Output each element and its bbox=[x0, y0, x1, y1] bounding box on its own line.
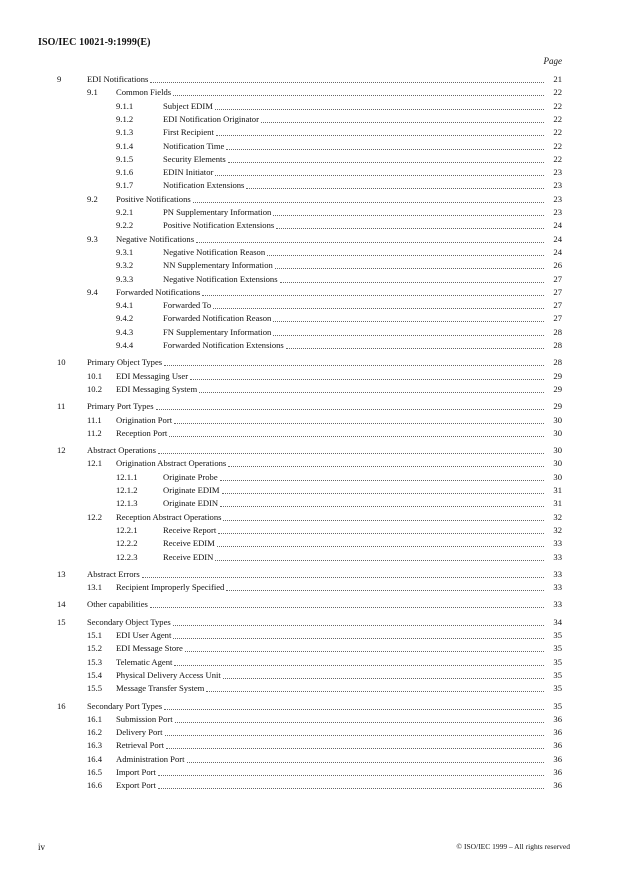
toc-entry-title: EDI User Agent bbox=[116, 630, 172, 640]
toc-entry[interactable] bbox=[116, 141, 562, 152]
toc-entry-number: 15.1 bbox=[87, 630, 103, 640]
toc-entry[interactable] bbox=[116, 472, 562, 483]
toc-entry[interactable] bbox=[57, 569, 562, 580]
toc-entry[interactable] bbox=[87, 683, 562, 694]
page-column-label: Page bbox=[543, 56, 562, 66]
toc-entry[interactable] bbox=[116, 114, 562, 125]
toc-entry-title: Primary Port Types bbox=[87, 401, 154, 412]
toc-entry-number: 12.2.2 bbox=[116, 538, 138, 549]
toc-dot-leader bbox=[185, 651, 544, 652]
toc-entry[interactable] bbox=[116, 101, 562, 112]
toc-entry[interactable] bbox=[87, 512, 562, 523]
toc-entry-number: 13.1 bbox=[87, 582, 103, 593]
toc-entry-title: PN Supplementary Information bbox=[163, 207, 272, 217]
toc-entry-title: Notification Extensions bbox=[163, 180, 245, 191]
toc-entry-number: 9.2 bbox=[87, 193, 98, 204]
toc-dot-leader bbox=[276, 228, 544, 229]
toc-entry[interactable] bbox=[87, 740, 562, 751]
toc-entry-title: Abstract Errors bbox=[87, 568, 140, 579]
toc-entry-number: 9.3.2 bbox=[116, 260, 134, 271]
toc-entry-number: 9.1.2 bbox=[116, 113, 134, 124]
toc-entry-number: 13 bbox=[57, 568, 66, 579]
toc-entry[interactable] bbox=[87, 643, 562, 654]
footer-page-number: iv bbox=[38, 842, 46, 852]
toc-entry[interactable] bbox=[116, 552, 562, 563]
toc-dot-leader bbox=[217, 546, 544, 547]
toc-entry[interactable] bbox=[116, 207, 562, 218]
toc-dot-leader bbox=[193, 202, 544, 203]
toc-entry-number: 10.1 bbox=[87, 370, 103, 381]
toc-entry[interactable] bbox=[116, 525, 562, 536]
toc-entry-number: 12.2 bbox=[87, 511, 103, 522]
toc-dot-leader bbox=[216, 135, 544, 136]
toc-entry-title: Telematic Agent bbox=[116, 656, 173, 667]
toc-entry-title: Common Fields bbox=[116, 87, 172, 98]
toc-entry-number: 9.1.4 bbox=[116, 140, 134, 151]
toc-entry-title: Forwarded To bbox=[163, 300, 212, 311]
toc-entry-number: 12.1.3 bbox=[116, 498, 138, 509]
toc-entry-title: Originate EDIM bbox=[163, 485, 220, 495]
toc-entry-page: 36 bbox=[553, 767, 562, 777]
toc-entry[interactable] bbox=[57, 401, 562, 412]
toc-entry-page: 33 bbox=[553, 538, 562, 549]
toc-entry[interactable] bbox=[116, 300, 562, 311]
toc-entry[interactable] bbox=[87, 371, 562, 382]
toc-entry-title: NN Supplementary Information bbox=[163, 260, 273, 271]
toc-entry-page: 23 bbox=[553, 207, 562, 217]
toc-entry-number: 9.3.1 bbox=[116, 246, 134, 257]
toc-dot-leader bbox=[175, 722, 544, 723]
toc-dot-leader bbox=[164, 365, 544, 366]
toc-entry-title: Negative Notification Reason bbox=[163, 246, 266, 257]
toc-entry-page: 33 bbox=[553, 551, 562, 562]
toc-dot-leader bbox=[202, 295, 544, 296]
toc-entry[interactable] bbox=[116, 260, 562, 271]
toc-entry[interactable] bbox=[87, 714, 562, 725]
toc-entry-number: 16.1 bbox=[87, 713, 103, 724]
toc-entry-title: Negative Notifications bbox=[116, 233, 195, 244]
toc-entry-page: 31 bbox=[553, 498, 562, 509]
toc-entry[interactable] bbox=[87, 384, 562, 395]
toc-entry-page: 28 bbox=[553, 340, 562, 350]
toc-entry-title: Other capabilities bbox=[87, 599, 148, 610]
toc-entry-page: 29 bbox=[553, 401, 562, 412]
toc-entry-title: Secondary Object Types bbox=[87, 616, 171, 627]
toc-dot-leader bbox=[218, 533, 544, 534]
toc-entry[interactable] bbox=[116, 327, 562, 338]
toc-entry-title: EDI Message Store bbox=[116, 643, 183, 654]
toc-dot-leader bbox=[158, 453, 544, 454]
toc-dot-leader bbox=[228, 466, 544, 467]
toc-entry-page: 30 bbox=[553, 458, 562, 469]
toc-entry-title: Forwarded Notification Extensions bbox=[163, 340, 284, 350]
toc-entry-number: 12 bbox=[57, 445, 66, 456]
toc-entry-page: 33 bbox=[553, 568, 562, 579]
toc-entry-page: 35 bbox=[553, 700, 562, 711]
toc-entry-page: 22 bbox=[553, 140, 562, 151]
toc-dot-leader bbox=[190, 379, 544, 380]
toc-entry-page: 28 bbox=[553, 326, 562, 337]
toc-entry[interactable] bbox=[116, 167, 562, 178]
toc-entry[interactable] bbox=[87, 630, 562, 641]
toc-entry[interactable] bbox=[87, 415, 562, 426]
toc-dot-leader bbox=[199, 392, 544, 393]
toc-entry-page: 29 bbox=[553, 370, 562, 381]
toc-entry-title: Message Transfer System bbox=[116, 683, 205, 694]
toc-dot-leader bbox=[164, 709, 544, 710]
toc-dot-leader bbox=[156, 409, 544, 410]
toc-dot-leader bbox=[246, 188, 544, 189]
toc-dot-leader bbox=[169, 436, 544, 437]
toc-entry[interactable] bbox=[116, 485, 562, 496]
toc-entry-number: 14 bbox=[57, 599, 66, 610]
toc-entry-page: 27 bbox=[553, 313, 562, 324]
toc-entry-number: 15 bbox=[57, 616, 66, 627]
toc-entry-page: 36 bbox=[553, 727, 562, 738]
toc-entry-number: 11 bbox=[57, 401, 66, 412]
toc-entry-page: 27 bbox=[553, 273, 562, 284]
toc-entry[interactable] bbox=[87, 657, 562, 668]
toc-entry-page: 22 bbox=[553, 127, 562, 138]
toc-entry-title: Receive Report bbox=[163, 524, 217, 535]
toc-entry-page: 24 bbox=[553, 220, 562, 231]
toc-entry[interactable] bbox=[87, 754, 562, 765]
toc-entry-number: 9 bbox=[57, 74, 62, 84]
toc-entry-page: 33 bbox=[553, 582, 562, 593]
toc-entry-number: 16.2 bbox=[87, 727, 103, 738]
toc-entry[interactable] bbox=[57, 445, 562, 456]
toc-entry[interactable] bbox=[87, 458, 562, 469]
toc-entry-page: 35 bbox=[553, 669, 562, 680]
toc-entry-number: 16.5 bbox=[87, 767, 103, 777]
toc-entry[interactable] bbox=[57, 701, 562, 712]
toc-entry-page: 32 bbox=[553, 524, 562, 535]
toc-dot-leader bbox=[226, 590, 544, 591]
toc-entry[interactable] bbox=[116, 127, 562, 138]
toc-entry-page: 33 bbox=[553, 599, 562, 610]
toc-entry[interactable] bbox=[57, 357, 562, 368]
toc-entry-number: 15.2 bbox=[87, 643, 103, 654]
toc-entry-page: 23 bbox=[553, 167, 562, 178]
toc-entry-number: 9.4.2 bbox=[116, 313, 134, 324]
toc-entry-title: Origination Abstract Operations bbox=[116, 458, 227, 469]
toc-entry[interactable] bbox=[87, 727, 562, 738]
toc-entry-title: EDIN Initiator bbox=[163, 167, 214, 178]
toc-dot-leader bbox=[215, 175, 544, 176]
toc-dot-leader bbox=[196, 242, 544, 243]
toc-entry-title: Recipient Improperly Specified bbox=[116, 582, 225, 593]
toc-entry[interactable] bbox=[87, 670, 562, 681]
toc-dot-leader bbox=[166, 748, 544, 749]
toc-entry-title: Reception Abstract Operations bbox=[116, 511, 222, 522]
toc-dot-leader bbox=[226, 149, 544, 150]
toc-entry-title: Submission Port bbox=[116, 713, 173, 724]
toc-entry-page: 36 bbox=[553, 740, 562, 751]
toc-dot-leader bbox=[158, 788, 544, 789]
toc-entry-page: 23 bbox=[553, 180, 562, 191]
toc-entry-title: Export Port bbox=[116, 780, 156, 791]
toc-entry-title: Positive Notifications bbox=[116, 193, 191, 204]
toc-entry-number: 9.2.1 bbox=[116, 207, 134, 217]
document-header: ISO/IEC 10021-9:1999(E) bbox=[38, 37, 151, 48]
toc-entry-page: 36 bbox=[553, 713, 562, 724]
toc-entry-title: Administration Port bbox=[116, 753, 185, 764]
toc-entry-page: 34 bbox=[553, 616, 562, 627]
toc-entry-title: Retrieval Port bbox=[116, 740, 164, 751]
toc-entry-page: 27 bbox=[553, 300, 562, 311]
toc-dot-leader bbox=[280, 282, 544, 283]
toc-entry-title: Reception Port bbox=[116, 427, 168, 438]
toc-entry-page: 35 bbox=[553, 683, 562, 694]
toc-dot-leader bbox=[174, 665, 544, 666]
toc-entry-title: Receive EDIM bbox=[163, 538, 215, 549]
toc-entry[interactable] bbox=[87, 780, 562, 791]
toc-entry-page: 30 bbox=[553, 471, 562, 482]
toc-entry[interactable] bbox=[116, 313, 562, 324]
toc-entry[interactable] bbox=[87, 582, 562, 593]
toc-entry-page: 27 bbox=[553, 286, 562, 297]
toc-entry-title: Primary Object Types bbox=[87, 357, 163, 368]
toc-dot-leader bbox=[273, 335, 544, 336]
toc-entry-page: 35 bbox=[553, 630, 562, 640]
toc-entry[interactable] bbox=[116, 180, 562, 191]
toc-entry-page: 24 bbox=[553, 246, 562, 257]
toc-dot-leader bbox=[220, 480, 544, 481]
toc-entry-title: Subject EDIM bbox=[163, 100, 213, 111]
toc-entry-number: 12.1.1 bbox=[116, 471, 138, 482]
toc-entry-number: 15.4 bbox=[87, 669, 103, 680]
toc-dot-leader bbox=[215, 560, 544, 561]
toc-dot-leader bbox=[206, 691, 544, 692]
toc-entry-number: 15.3 bbox=[87, 656, 103, 667]
toc-dot-leader bbox=[173, 638, 544, 639]
toc-dot-leader bbox=[174, 423, 544, 424]
toc-entry-title: EDI Notifications bbox=[87, 74, 149, 84]
toc-entry-page: 22 bbox=[553, 87, 562, 98]
toc-entry[interactable] bbox=[116, 247, 562, 258]
toc-entry-title: First Recipient bbox=[163, 127, 214, 138]
toc-entry-title: Security Elements bbox=[163, 153, 226, 164]
toc-entry-title: EDI Messaging System bbox=[116, 383, 198, 394]
toc-entry[interactable] bbox=[57, 599, 562, 610]
toc-dot-leader bbox=[261, 122, 544, 123]
toc-entry[interactable] bbox=[116, 340, 562, 351]
toc-entry-page: 29 bbox=[553, 383, 562, 394]
toc-entry-number: 9.1 bbox=[87, 87, 98, 98]
toc-entry-number: 12.1.2 bbox=[116, 485, 138, 495]
toc-entry-number: 16.6 bbox=[87, 780, 103, 791]
toc-entry-page: 36 bbox=[553, 753, 562, 764]
toc-dot-leader bbox=[228, 162, 544, 163]
toc-entry-number: 9.1.7 bbox=[116, 180, 134, 191]
toc-entry[interactable] bbox=[116, 220, 562, 231]
toc-entry-page: 30 bbox=[553, 445, 562, 456]
toc-entry-title: Notification Time bbox=[163, 140, 225, 151]
toc-entry-title: EDI Messaging User bbox=[116, 370, 189, 381]
toc-entry[interactable] bbox=[87, 87, 562, 98]
toc-entry-number: 11.1 bbox=[87, 414, 102, 425]
toc-dot-leader bbox=[213, 308, 544, 309]
toc-entry-number: 9.4.1 bbox=[116, 300, 134, 311]
toc-entry[interactable] bbox=[87, 234, 562, 245]
toc-entry-page: 36 bbox=[553, 780, 562, 791]
toc-entry-page: 22 bbox=[553, 113, 562, 124]
toc-entry-title: Negative Notification Extensions bbox=[163, 273, 278, 284]
toc-entry-page: 31 bbox=[553, 485, 562, 495]
toc-entry-page: 30 bbox=[553, 427, 562, 438]
toc-entry-number: 15.5 bbox=[87, 683, 103, 694]
toc-entry-number: 10 bbox=[57, 357, 66, 368]
toc-entry-page: 21 bbox=[553, 74, 562, 84]
toc-dot-leader bbox=[273, 321, 544, 322]
toc-entry-number: 9.3 bbox=[87, 233, 98, 244]
toc-entry-page: 26 bbox=[553, 260, 562, 271]
toc-entry-title: EDI Notification Originator bbox=[163, 113, 259, 124]
toc-entry-page: 30 bbox=[553, 414, 562, 425]
toc-dot-leader bbox=[223, 520, 544, 521]
toc-entry-title: Secondary Port Types bbox=[87, 700, 163, 711]
toc-entry-title: Import Port bbox=[116, 767, 156, 777]
toc-entry-number: 9.4.3 bbox=[116, 326, 134, 337]
toc-entry[interactable] bbox=[116, 498, 562, 509]
toc-entry[interactable] bbox=[57, 74, 562, 85]
toc-entry-number: 10.2 bbox=[87, 383, 103, 394]
toc-entry-number: 11.2 bbox=[87, 427, 102, 438]
toc-dot-leader bbox=[165, 735, 544, 736]
toc-entry[interactable] bbox=[87, 428, 562, 439]
toc-entry-number: 16 bbox=[57, 700, 66, 711]
toc-entry[interactable] bbox=[116, 274, 562, 285]
toc-dot-leader bbox=[142, 577, 544, 578]
toc-dot-leader bbox=[187, 762, 544, 763]
toc-entry-title: Originate Probe bbox=[163, 471, 218, 482]
toc-entry-number: 12.1 bbox=[87, 458, 103, 469]
toc-entry-page: 32 bbox=[553, 511, 562, 522]
toc-entry-page: 35 bbox=[553, 643, 562, 654]
toc-entry-page: 35 bbox=[553, 656, 562, 667]
toc-entry-number: 9.2.2 bbox=[116, 220, 134, 231]
toc-entry-number: 9.1.1 bbox=[116, 100, 134, 111]
toc-entry-number: 16.4 bbox=[87, 753, 103, 764]
toc-dot-leader bbox=[223, 678, 544, 679]
toc-entry[interactable] bbox=[116, 538, 562, 549]
toc-dot-leader bbox=[215, 109, 544, 110]
toc-entry[interactable] bbox=[87, 767, 562, 778]
toc-entry-title: FN Supplementary Information bbox=[163, 326, 272, 337]
toc-entry-page: 28 bbox=[553, 357, 562, 368]
toc-entry-title: Receive EDIN bbox=[163, 551, 214, 562]
toc-dot-leader bbox=[173, 625, 544, 626]
toc-dot-leader bbox=[150, 607, 544, 608]
toc-dot-leader bbox=[158, 775, 544, 776]
toc-entry-number: 9.4.4 bbox=[116, 340, 134, 350]
toc-entry-number: 16.3 bbox=[87, 740, 103, 751]
toc-entry[interactable] bbox=[57, 617, 562, 628]
toc-entry-page: 22 bbox=[553, 153, 562, 164]
toc-entry-page: 24 bbox=[553, 233, 562, 244]
toc-dot-leader bbox=[150, 82, 544, 83]
toc-entry-title: Physical Delivery Access Unit bbox=[116, 669, 221, 680]
toc-entry-number: 9.4 bbox=[87, 286, 98, 297]
toc-entry-title: Forwarded Notifications bbox=[116, 286, 201, 297]
toc-entry-number: 9.3.3 bbox=[116, 273, 134, 284]
toc-entry-title: Delivery Port bbox=[116, 727, 163, 738]
toc-dot-leader bbox=[173, 95, 544, 96]
toc-entry-number: 12.2.1 bbox=[116, 524, 138, 535]
toc-entry-number: 9.1.6 bbox=[116, 167, 134, 178]
toc-entry-page: 23 bbox=[553, 193, 562, 204]
toc-entry-title: Originate EDIN bbox=[163, 498, 219, 509]
toc-dot-leader bbox=[220, 506, 544, 507]
toc-entry-page: 22 bbox=[553, 100, 562, 111]
toc-entry-title: Positive Notification Extensions bbox=[163, 220, 275, 231]
toc-entry[interactable] bbox=[116, 154, 562, 165]
toc-entry[interactable] bbox=[87, 194, 562, 205]
toc-dot-leader bbox=[267, 255, 544, 256]
toc-entry-title: Origination Port bbox=[116, 414, 173, 425]
toc-entry-number: 12.2.3 bbox=[116, 551, 138, 562]
toc-entry[interactable] bbox=[87, 287, 562, 298]
footer-copyright: © ISO/IEC 1999 – All rights reserved bbox=[456, 842, 570, 851]
toc-entry-title: Forwarded Notification Reason bbox=[163, 313, 272, 324]
toc-entry-number: 9.1.5 bbox=[116, 153, 134, 164]
toc-dot-leader bbox=[275, 268, 544, 269]
toc-entry-title: Abstract Operations bbox=[87, 445, 156, 456]
toc-dot-leader bbox=[222, 493, 544, 494]
toc-dot-leader bbox=[273, 215, 544, 216]
toc-entry-number: 9.1.3 bbox=[116, 127, 134, 138]
toc-dot-leader bbox=[286, 348, 544, 349]
